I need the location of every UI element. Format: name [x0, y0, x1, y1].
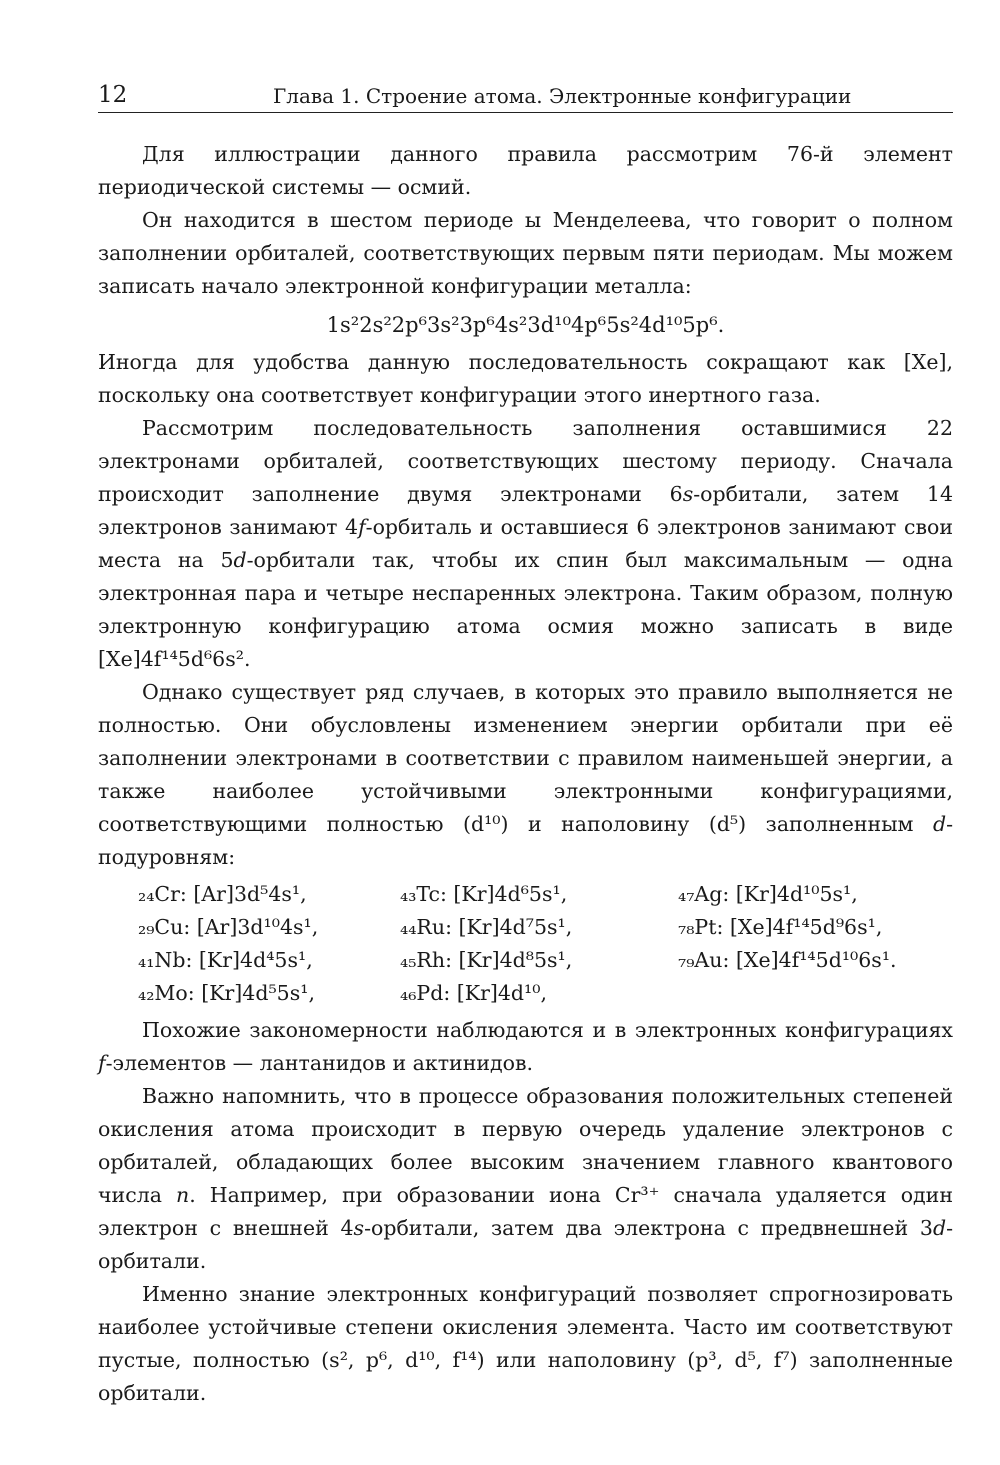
config-pd: ₄₆Pd: [Kr]4d¹⁰,	[400, 981, 548, 1005]
config-empty	[678, 977, 958, 1010]
config-ru: ₄₄Ru: [Kr]4d⁷5s¹,	[400, 915, 573, 939]
paragraph-2: Он находится в шестом периоде ы Менделеева, что говорит о полном заполнении орбиталей, соответствующих первым пяти периодам. Мы можем записать начало электронной конфигурации металла:	[98, 208, 953, 298]
p4-letter-f: f	[358, 515, 366, 539]
paragraph-4	[98, 412, 953, 676]
page-number: 12	[98, 82, 128, 108]
p4-text-3: -орбиталь и оставшиеся 6 электронов занимают свои места на 5	[98, 515, 953, 572]
p5-text-2: -подуровням:	[98, 812, 953, 869]
p4-text-1: Рассмотрим последовательность заполнения оставшимися 22 электронами орбиталей, соответствующих шестому периоду. Сначала происходит заполнение двумя электронами 6	[98, 416, 953, 506]
p5-letter-d: d	[932, 812, 947, 836]
p7-letter-d: d	[932, 1216, 947, 1240]
paragraph-1: Для иллюстрации данного правила рассмотрим 76-й элемент периодической системы — осмий.	[98, 142, 953, 199]
p6-letter-f: f	[98, 1051, 106, 1075]
config-mo: ₄₂Mo: [Kr]4d⁵5s¹,	[138, 981, 315, 1005]
p6-text-2: -элементов — лантанидов и актинидов.	[105, 1051, 534, 1075]
formula-configuration: 1s²2s²2p⁶3s²3p⁶4s²3d¹⁰4p⁶5s²4d¹⁰5p⁶.	[326, 313, 725, 337]
p7-text-1: Важно напомнить, что в процессе образования положительных степеней окисления атома происходит в первую очередь удаление электронов с орбиталей, обладающих более высоким значением главного квантового числа	[98, 1084, 953, 1207]
running-title: Глава 1. Строение атома. Электронные конфигурации	[273, 84, 852, 108]
running-header	[98, 78, 953, 113]
config-cr: ₂₄Cr: [Ar]3d⁵4s¹,	[138, 882, 307, 906]
p7-text-4: -орбитали.	[98, 1216, 953, 1273]
config-ag: ₄₇Ag: [Kr]4d¹⁰5s¹,	[678, 882, 858, 906]
p4-letter-d: d	[233, 548, 247, 572]
paragraph-7	[98, 1080, 953, 1278]
p4-text-2: -орбитали, затем 14 электронов занимают 4	[98, 482, 953, 539]
p7-letter-n: n	[176, 1183, 190, 1207]
paragraph-5	[98, 676, 953, 874]
p4-letter-s: s	[682, 482, 694, 506]
p6-text-1: Похожие закономерности наблюдаются и в электронных конфигурациях	[142, 1018, 953, 1042]
config-tc: ₄₃Tc: [Kr]4d⁶5s¹,	[400, 882, 568, 906]
p7-letter-s: s	[353, 1216, 365, 1240]
config-au: ₇₉Au: [Xe]4f¹⁴5d¹⁰6s¹.	[678, 948, 897, 972]
config-pt: ₇₈Pt: [Xe]4f¹⁴5d⁹6s¹,	[678, 915, 883, 939]
configuration-list	[138, 878, 953, 1010]
page-body	[98, 138, 953, 1410]
config-rh: ₄₅Rh: [Kr]4d⁸5s¹,	[400, 948, 573, 972]
paragraph-8: Именно знание электронных конфигураций позволяет спрогнозировать наиболее устойчивые степени окисления элемента. Часто им соответствуют пустые, полностью (s², p⁶, d¹⁰, f¹⁴) или наполовину (p³, d⁵, f⁷) заполненные орбитали.	[98, 1282, 953, 1405]
p4-text-4: -орбитали так, чтобы их спин был максимальным — одна электронная пара и четыре неспаренных электрона. Таким образом, полную электронную конфигурацию атома осмия можно записать в виде [Xe]4f¹⁴5d⁶6s².	[98, 548, 953, 671]
config-cu: ₂₉Cu: [Ar]3d¹⁰4s¹,	[138, 915, 319, 939]
p7-text-2: . Например, при образовании иона Cr³⁺ сначала удаляется один электрон с внешней 4	[98, 1183, 953, 1240]
p5-text-1: Однако существует ряд случаев, в которых это правило выполняется не полностью. Они обусловлены изменением энергии орбитали при её заполнении электронами в соответствии с правилом наименьшей энергии, а также наиболее устойчивыми электронными конфигурациями, соответствующими полностью (d¹⁰) и наполовину (d⁵) заполненным	[98, 680, 953, 836]
paragraph-6	[98, 1014, 953, 1080]
paragraph-3: Иногда для удобства данную последовательность сокращают как [Xe], поскольку она соответствует конфигурации этого инертного газа.	[98, 350, 953, 407]
config-nb: ₄₁Nb: [Kr]4d⁴5s¹,	[138, 948, 313, 972]
p7-text-3: -орбитали, затем два электрона с предвнешней 3	[364, 1216, 933, 1240]
